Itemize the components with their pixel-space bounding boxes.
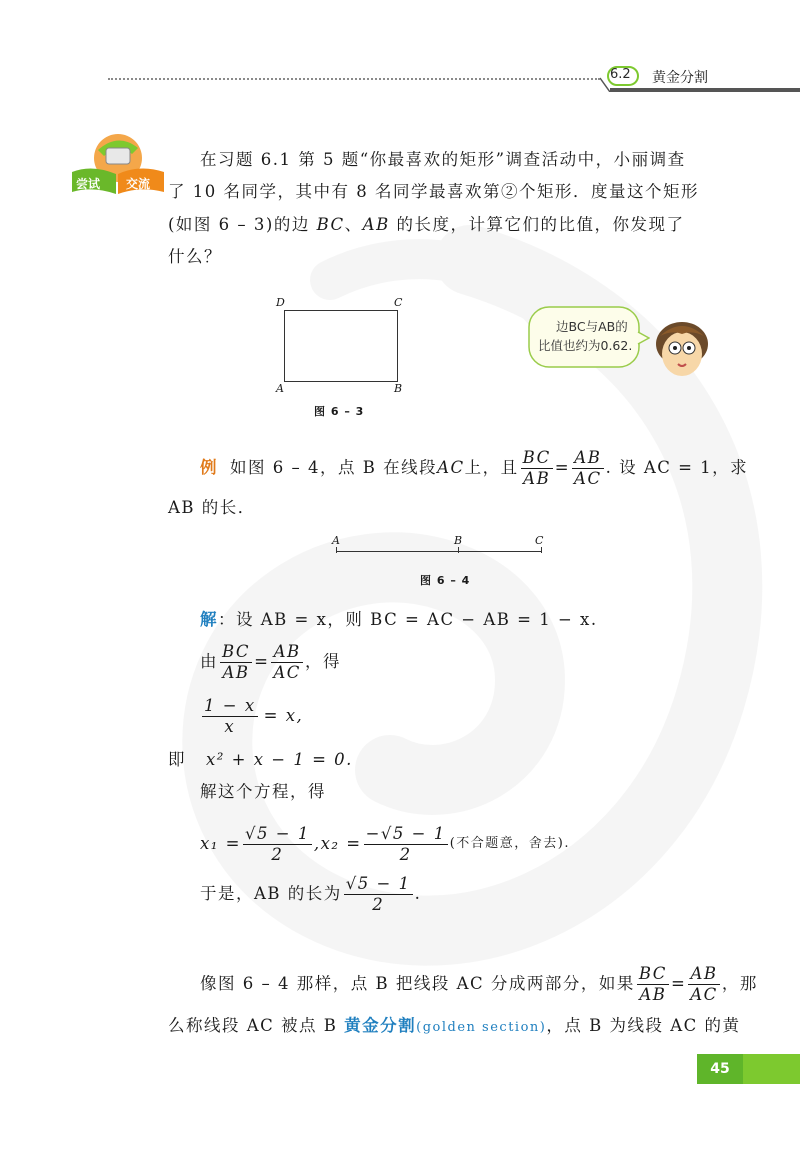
example-line-2: AB 的长．: [168, 498, 256, 517]
fig64-caption: 图 6 – 4: [420, 574, 471, 587]
fig63-label-c: C: [394, 296, 403, 309]
rectangle-figure: [284, 310, 398, 382]
solution-fraction-bc-ab: $\frac{BC}{AB}$: [222, 641, 251, 682]
bubble-line-2: 比值也约为0.62.: [538, 338, 633, 353]
root-x1-fraction: $\frac{√5 - 1}{2}$: [245, 823, 310, 864]
fig63-label-a: A: [276, 382, 284, 395]
example-fraction-bc-ab: $\frac{BC}{AB}$: [522, 447, 551, 488]
definition-fraction-bc-ab: $\frac{BC}{AB}$: [638, 963, 667, 1004]
tick-c: [541, 547, 542, 553]
solution-line-4: 即 x² + x − 1 = 0.: [168, 750, 353, 769]
segment-ac: [336, 551, 542, 552]
section-title: 黄金分割: [652, 70, 708, 86]
page-number: 45: [697, 1054, 743, 1084]
root-x2-fraction: $\frac{-√5 - 1}{2}$: [365, 823, 446, 864]
definition-line-1: 像图 6 – 4 那样，点 B 把线段 AC 分成两部分，如果 $\frac{BC}{AB}$ = $\frac{AB}{AC}$ ，那: [200, 963, 758, 1004]
solution-fraction-ab-ac: $\frac{AB}{AC}$: [273, 641, 301, 682]
intro-line-1: 在习题 6.1 第 5 题“你最喜欢的矩形”调查活动中，小丽调查: [200, 150, 686, 169]
definition-line-2: 么称线段 AC 被点 B 黄金分割(golden section)，点 B 为线段 AC 的黄: [168, 1016, 741, 1035]
tick-b: [458, 547, 459, 553]
header-divider: [108, 78, 600, 80]
fig64-label-a: A: [332, 534, 340, 547]
fig63-caption: 图 6 – 3: [314, 405, 365, 418]
solution-line-2: 由 $\frac{BC}{AB}$ = $\frac{AB}{AC}$ ，得: [200, 641, 341, 682]
solution-tag: 解: [200, 610, 218, 629]
solution-line-5: 解这个方程，得: [200, 782, 326, 801]
solution-line-3: $\frac{1 - x}{x}$ = x,: [204, 695, 304, 736]
tick-a: [336, 547, 337, 553]
example-tag: 例: [200, 458, 218, 477]
solution-roots: x₁ = $\frac{√5 - 1}{2}$ ,x₂ = $\frac{-√5 - 1}{2}$ (不合题意，舍去).: [200, 823, 571, 864]
fig63-label-b: B: [394, 382, 403, 395]
fig64-label-c: C: [535, 534, 544, 547]
example-line-1: 例 如图 6 – 4，点 B 在线段 AC 上，且 $\frac{BC}{AB}$ = $\frac{AB}{AC}$ . 设 AC = 1，求: [200, 447, 749, 488]
activity-badge: [72, 128, 164, 198]
activity-label-try: 尝试: [76, 177, 101, 191]
student-character-icon: [648, 310, 716, 388]
solution-result: 于是，AB 的长为 $\frac{√5 - 1}{2}$ .: [200, 873, 422, 914]
fig63-label-d: D: [276, 296, 285, 309]
solution-fraction-1-minus-x: $\frac{1 - x}{x}$: [204, 695, 256, 736]
definition-fraction-ab-ac: $\frac{AB}{AC}$: [690, 963, 718, 1004]
intro-line-2: 了 10 名同学，其中有 8 名同学最喜欢第②个矩形．度量这个矩形: [168, 182, 699, 201]
golden-section-term: 黄金分割: [344, 1016, 417, 1035]
bubble-line-1: 边BC与AB的: [556, 319, 628, 334]
fig64-label-b: B: [454, 534, 463, 547]
intro-line-4: 什么？: [168, 247, 222, 266]
example-fraction-ab-ac: $\frac{AB}{AC}$: [574, 447, 602, 488]
activity-label-exchange: 交流: [126, 177, 151, 191]
intro-line-3: (如图 6 – 3)的边 BC、AB 的长度，计算它们的比值，你发现了: [168, 215, 685, 234]
solution-line-1: 解：设 AB = x，则 BC = AC − AB = 1 − x.: [200, 610, 598, 629]
section-number: 6.2: [610, 67, 631, 82]
result-fraction: $\frac{√5 - 1}{2}$: [345, 873, 411, 914]
